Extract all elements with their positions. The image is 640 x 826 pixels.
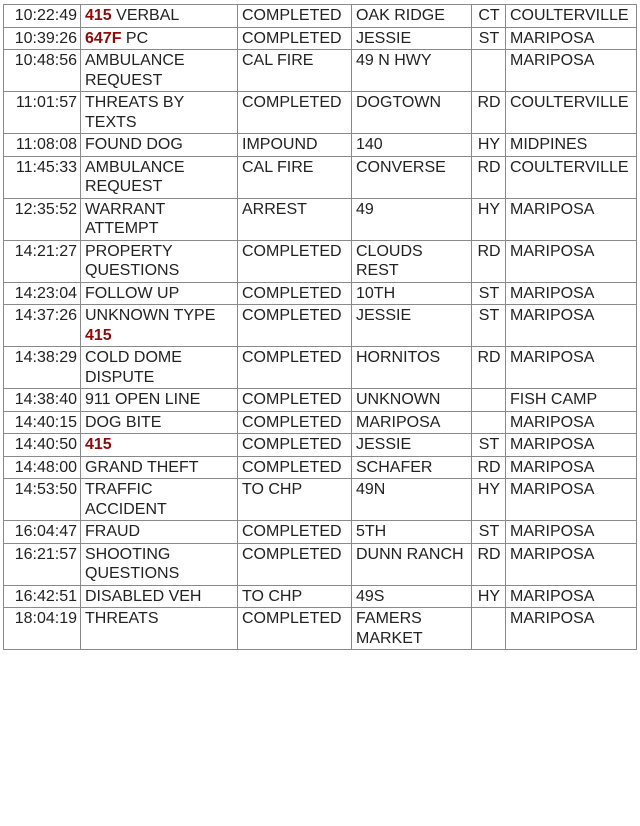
time-cell xyxy=(4,198,81,240)
table-row xyxy=(4,608,637,650)
city-cell xyxy=(506,92,637,134)
table-row xyxy=(4,240,637,282)
call-type-cell xyxy=(81,240,238,282)
disposition-cell xyxy=(238,240,352,282)
disposition-cell xyxy=(238,434,352,457)
street-suffix-cell xyxy=(472,282,506,305)
disposition: COMPLETED xyxy=(242,610,342,627)
disposition-cell xyxy=(238,198,352,240)
street-suffix: HY xyxy=(477,481,501,498)
city-cell xyxy=(506,5,637,28)
street-suffix-cell xyxy=(472,521,506,544)
call-time: 11:08:08 xyxy=(15,136,77,153)
street-cell xyxy=(352,27,472,50)
city-name: FISH CAMP xyxy=(510,391,598,408)
street-name: JESSIE xyxy=(356,29,412,47)
table-row xyxy=(4,282,637,305)
disposition: COMPLETED xyxy=(242,94,342,111)
table-row xyxy=(4,389,637,412)
call-description: AMBULANCE REQUEST xyxy=(85,52,185,89)
city-name: MARIPOSA xyxy=(510,52,595,69)
call-time: 11:45:33 xyxy=(15,158,77,176)
city-name: MARIPOSA xyxy=(510,349,595,366)
street-cell xyxy=(352,156,472,198)
table-row xyxy=(4,156,637,198)
street-name: 49S xyxy=(356,587,385,605)
street-name: MARIPOSA xyxy=(356,413,441,431)
street-name: JESSIE xyxy=(356,307,412,324)
street-suffix: ST xyxy=(478,29,500,47)
disposition: COMPLETED xyxy=(242,545,342,563)
street-suffix-cell xyxy=(472,479,506,521)
call-description: VERBAL xyxy=(116,7,180,24)
time-cell xyxy=(4,27,81,50)
call-type-cell xyxy=(81,585,238,608)
street-cell xyxy=(352,608,472,650)
table-row xyxy=(4,521,637,544)
city-cell xyxy=(506,521,637,544)
city-cell xyxy=(506,434,637,457)
table-row xyxy=(4,134,637,157)
city-name: MARIPOSA xyxy=(510,481,595,498)
call-description: SHOOTING QUESTIONS xyxy=(85,545,180,582)
street-name: OAK RIDGE xyxy=(356,7,445,24)
street-suffix-cell xyxy=(472,608,506,650)
time-cell xyxy=(4,585,81,608)
city-name: MARIPOSA xyxy=(510,307,595,324)
disposition: COMPLETED xyxy=(242,436,342,453)
time-cell xyxy=(4,479,81,521)
street-suffix-cell xyxy=(472,50,506,92)
call-description: THREATS BY TEXTS xyxy=(85,94,184,131)
call-description: FRAUD xyxy=(85,523,141,540)
street-suffix: RD xyxy=(477,94,501,111)
city-cell xyxy=(506,27,637,50)
disposition: COMPLETED xyxy=(242,523,342,540)
street-suffix: RD xyxy=(477,242,501,260)
disposition: TO CHP xyxy=(242,481,303,498)
disposition: CAL FIRE xyxy=(242,52,314,69)
call-description: DISABLED VEH xyxy=(85,587,202,605)
disposition-cell xyxy=(238,5,352,28)
call-description: TRAFFIC ACCIDENT xyxy=(85,481,167,518)
street-cell xyxy=(352,305,472,347)
call-type-cell xyxy=(81,134,238,157)
street-suffix-cell xyxy=(472,347,506,389)
call-type-cell xyxy=(81,27,238,50)
street-suffix: ST xyxy=(478,436,500,453)
city-cell xyxy=(506,198,637,240)
street-name: 140 xyxy=(356,136,383,153)
call-type-cell xyxy=(81,5,238,28)
street-suffix-cell xyxy=(472,585,506,608)
call-time: 16:04:47 xyxy=(14,523,77,540)
street-name: 10TH xyxy=(356,284,396,302)
incident-log-body xyxy=(4,5,637,650)
call-type-cell xyxy=(81,543,238,585)
city-name: MARIPOSA xyxy=(510,610,595,627)
disposition-cell xyxy=(238,543,352,585)
street-cell xyxy=(352,389,472,412)
call-description: COLD DOME DISPUTE xyxy=(85,349,182,386)
street-cell xyxy=(352,434,472,457)
call-description: UNKNOWN TYPE xyxy=(85,307,216,324)
city-cell xyxy=(506,282,637,305)
call-type-cell xyxy=(81,456,238,479)
street-suffix: HY xyxy=(477,136,501,153)
disposition: CAL FIRE xyxy=(242,158,314,176)
call-time: 14:23:04 xyxy=(14,284,77,302)
call-time: 12:35:52 xyxy=(14,200,77,218)
call-type-cell xyxy=(81,198,238,240)
call-code: 647F xyxy=(85,29,122,47)
city-name: MARIPOSA xyxy=(510,523,595,540)
street-suffix: CT xyxy=(478,7,500,24)
city-cell xyxy=(506,585,637,608)
disposition: COMPLETED xyxy=(242,7,342,24)
disposition-cell xyxy=(238,479,352,521)
call-time: 14:53:50 xyxy=(14,481,77,498)
disposition: TO CHP xyxy=(242,587,303,605)
city-name: MIDPINES xyxy=(510,136,588,153)
street-suffix-cell xyxy=(472,5,506,28)
city-name: MARIPOSA xyxy=(510,29,595,47)
city-cell xyxy=(506,479,637,521)
table-row xyxy=(4,585,637,608)
street-suffix: RD xyxy=(477,545,501,563)
call-time: 16:42:51 xyxy=(14,587,77,605)
call-code: 415 xyxy=(85,326,112,344)
street-cell xyxy=(352,198,472,240)
street-name: 5TH xyxy=(356,523,387,540)
city-cell xyxy=(506,134,637,157)
call-description: 911 OPEN LINE xyxy=(85,391,201,408)
table-row xyxy=(4,543,637,585)
time-cell xyxy=(4,347,81,389)
city-cell xyxy=(506,608,637,650)
time-cell xyxy=(4,92,81,134)
call-type-cell xyxy=(81,305,238,347)
street-suffix-cell xyxy=(472,434,506,457)
street-suffix-cell xyxy=(472,411,506,434)
call-description: FOLLOW UP xyxy=(85,284,180,302)
city-cell xyxy=(506,240,637,282)
disposition-cell xyxy=(238,521,352,544)
table-row xyxy=(4,411,637,434)
city-name: COULTERVILLE xyxy=(510,94,629,111)
call-type-cell xyxy=(81,347,238,389)
city-name: MARIPOSA xyxy=(510,587,595,605)
disposition: ARREST xyxy=(242,200,307,218)
time-cell xyxy=(4,50,81,92)
street-suffix: RD xyxy=(477,458,501,476)
street-suffix-cell xyxy=(472,305,506,347)
call-type-cell xyxy=(81,282,238,305)
disposition: COMPLETED xyxy=(242,284,342,302)
city-name: MARIPOSA xyxy=(510,436,595,453)
street-name: 49 N HWY xyxy=(356,52,432,69)
disposition-cell xyxy=(238,134,352,157)
call-time: 10:39:26 xyxy=(14,29,77,47)
call-type-cell xyxy=(81,411,238,434)
street-suffix-cell xyxy=(472,134,506,157)
city-name: MARIPOSA xyxy=(510,458,595,476)
city-cell xyxy=(506,347,637,389)
table-row xyxy=(4,347,637,389)
disposition: COMPLETED xyxy=(242,413,342,431)
street-name: HORNITOS xyxy=(356,349,441,366)
disposition-cell xyxy=(238,50,352,92)
street-name: CLOUDS REST xyxy=(356,242,423,279)
city-name: MARIPOSA xyxy=(510,200,595,218)
disposition-cell xyxy=(238,411,352,434)
street-name: 49 xyxy=(356,200,374,218)
street-cell xyxy=(352,134,472,157)
table-row xyxy=(4,305,637,347)
street-cell xyxy=(352,282,472,305)
street-cell xyxy=(352,456,472,479)
street-cell xyxy=(352,479,472,521)
call-type-cell xyxy=(81,50,238,92)
call-description: PC xyxy=(125,29,149,47)
disposition: COMPLETED xyxy=(242,349,342,366)
street-cell xyxy=(352,543,472,585)
city-cell xyxy=(506,50,637,92)
table-row xyxy=(4,5,637,28)
table-row xyxy=(4,456,637,479)
time-cell xyxy=(4,456,81,479)
call-type-cell xyxy=(81,92,238,134)
city-name: COULTERVILLE xyxy=(510,7,629,24)
city-cell xyxy=(506,456,637,479)
street-cell xyxy=(352,5,472,28)
disposition: IMPOUND xyxy=(242,136,318,153)
time-cell xyxy=(4,240,81,282)
call-type-cell xyxy=(81,156,238,198)
call-time: 10:48:56 xyxy=(14,52,77,69)
city-name: MARIPOSA xyxy=(510,242,595,260)
city-name: MARIPOSA xyxy=(510,413,595,431)
call-description: AMBULANCE REQUEST xyxy=(85,158,185,195)
street-suffix-cell xyxy=(472,27,506,50)
street-suffix-cell xyxy=(472,543,506,585)
disposition: COMPLETED xyxy=(242,242,342,260)
disposition-cell xyxy=(238,305,352,347)
call-time: 14:37:26 xyxy=(14,307,77,324)
disposition-cell xyxy=(238,389,352,412)
call-code: 415 xyxy=(85,436,112,453)
call-description: PROPERTY QUESTIONS xyxy=(85,242,180,279)
table-row xyxy=(4,434,637,457)
call-type-cell xyxy=(81,479,238,521)
disposition: COMPLETED xyxy=(242,29,342,47)
call-description: FOUND DOG xyxy=(85,136,183,153)
call-type-cell xyxy=(81,521,238,544)
call-time: 14:48:00 xyxy=(14,458,77,476)
call-time: 11:01:57 xyxy=(15,94,77,111)
street-suffix-cell xyxy=(472,92,506,134)
call-time: 10:22:49 xyxy=(14,7,77,24)
street-suffix: ST xyxy=(478,307,500,324)
street-suffix-cell xyxy=(472,156,506,198)
call-type-cell xyxy=(81,389,238,412)
table-row xyxy=(4,479,637,521)
disposition-cell xyxy=(238,156,352,198)
city-name: MARIPOSA xyxy=(510,284,595,302)
time-cell xyxy=(4,608,81,650)
call-time: 14:38:29 xyxy=(14,349,77,366)
street-name: CONVERSE xyxy=(356,158,446,176)
disposition-cell xyxy=(238,282,352,305)
time-cell xyxy=(4,434,81,457)
call-time: 14:40:50 xyxy=(14,436,77,453)
city-name: COULTERVILLE xyxy=(510,158,629,176)
street-name: SCHAFER xyxy=(356,458,433,476)
incident-log-table xyxy=(3,4,637,650)
call-time: 14:38:40 xyxy=(14,391,77,408)
street-suffix: HY xyxy=(477,200,501,218)
call-description: THREATS xyxy=(85,610,159,627)
disposition: COMPLETED xyxy=(242,391,342,408)
table-row xyxy=(4,27,637,50)
city-cell xyxy=(506,156,637,198)
time-cell xyxy=(4,5,81,28)
time-cell xyxy=(4,305,81,347)
street-name: UNKNOWN xyxy=(356,391,441,408)
street-cell xyxy=(352,92,472,134)
street-suffix-cell xyxy=(472,456,506,479)
street-cell xyxy=(352,50,472,92)
disposition-cell xyxy=(238,608,352,650)
city-cell xyxy=(506,389,637,412)
street-suffix-cell xyxy=(472,389,506,412)
call-type-cell xyxy=(81,434,238,457)
call-description: WARRANT ATTEMPT xyxy=(85,200,165,237)
street-suffix: ST xyxy=(478,284,500,302)
street-suffix: RD xyxy=(477,158,501,176)
time-cell xyxy=(4,134,81,157)
street-name: DOGTOWN xyxy=(356,94,442,111)
time-cell xyxy=(4,156,81,198)
street-cell xyxy=(352,240,472,282)
disposition: COMPLETED xyxy=(242,307,342,324)
time-cell xyxy=(4,282,81,305)
time-cell xyxy=(4,543,81,585)
time-cell xyxy=(4,411,81,434)
city-cell xyxy=(506,543,637,585)
call-time: 14:40:15 xyxy=(14,413,77,431)
street-cell xyxy=(352,585,472,608)
disposition-cell xyxy=(238,27,352,50)
street-suffix: ST xyxy=(478,523,500,540)
street-name: JESSIE xyxy=(356,436,412,453)
time-cell xyxy=(4,521,81,544)
disposition-cell xyxy=(238,92,352,134)
call-code: 415 xyxy=(85,7,112,24)
street-suffix-cell xyxy=(472,240,506,282)
time-cell xyxy=(4,389,81,412)
call-time: 18:04:19 xyxy=(14,610,77,627)
call-type-cell xyxy=(81,608,238,650)
city-cell xyxy=(506,305,637,347)
city-cell xyxy=(506,411,637,434)
street-name: 49N xyxy=(356,481,386,498)
disposition-cell xyxy=(238,347,352,389)
call-time: 14:21:27 xyxy=(14,242,77,260)
call-time: 16:21:57 xyxy=(14,545,77,563)
disposition: COMPLETED xyxy=(242,458,342,476)
street-name: DUNN RANCH xyxy=(356,545,464,563)
table-row xyxy=(4,92,637,134)
city-name: MARIPOSA xyxy=(510,545,595,563)
table-row xyxy=(4,50,637,92)
street-suffix: RD xyxy=(477,349,501,366)
street-suffix-cell xyxy=(472,198,506,240)
street-suffix: HY xyxy=(477,587,501,605)
street-cell xyxy=(352,411,472,434)
street-name: FAMERS MARKET xyxy=(356,610,423,647)
street-cell xyxy=(352,521,472,544)
call-description: GRAND THEFT xyxy=(85,458,199,476)
disposition-cell xyxy=(238,585,352,608)
street-cell xyxy=(352,347,472,389)
call-description: DOG BITE xyxy=(85,413,162,431)
disposition-cell xyxy=(238,456,352,479)
table-row xyxy=(4,198,637,240)
